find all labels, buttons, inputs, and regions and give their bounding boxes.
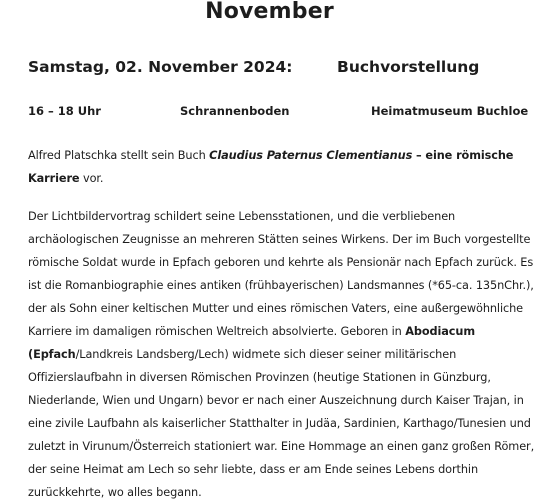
- body-line-text: Karriere im damaligen römischen Weltreich absolvierte. Geboren in: [28, 325, 406, 338]
- body-line: der als Sohn einer keltischen Mutter und eines römischen Vaters, eine außergewöhnliche: [28, 302, 524, 315]
- event-details: [28, 103, 528, 119]
- event-type: Buchvorstellung: [337, 58, 480, 76]
- body-line: archäologischen Zeugnisse an mehreren Stätten seines Wirkens. Der im Buch vorgestellte: [28, 233, 531, 246]
- book-subtitle-part-2: Karriere: [28, 172, 80, 185]
- body-line: der seine Heimat am Lech so sehr liebte, dass er am Ende seines Lebens dorthin: [28, 463, 479, 476]
- body-line: eine zivile Laufbahn als kaiserlicher Statthalter in Judäa, Sardinien, Karthago/Tunesien und: [28, 417, 531, 430]
- intro-prefix: Alfred Platschka stellt sein Buch: [28, 149, 210, 162]
- intro-line-2: [28, 167, 532, 190]
- event-time: 16 – 18 Uhr: [28, 104, 101, 118]
- body-line: [28, 320, 532, 343]
- body-line: ist die Romanbiographie eines antiken (frühbayerischen) Landsmannes (*65-ca. 135nChr.),: [28, 279, 534, 292]
- place-name-epfach: Epfach: [33, 348, 76, 361]
- intro-suffix: vor.: [79, 172, 104, 185]
- body-line: Offizierslaufbahn in diversen Römischen Provinzen (heutige Stationen in Günzburg,: [28, 371, 491, 384]
- body-line: zurückkehrte, wo alles begann.: [28, 486, 202, 499]
- paren-open: (: [28, 348, 34, 361]
- event-date: Samstag, 02. November 2024:: [28, 58, 293, 76]
- event-header: [28, 56, 528, 78]
- intro-line-1: [28, 144, 532, 167]
- body-line-text: /Landkreis Landsberg/Lech) widmete sich dieser seiner militärischen: [75, 348, 457, 361]
- body-line: römische Soldat wurde in Epfach geboren und kehrte als Pensionär nach Epfach zurück. Es: [28, 256, 534, 269]
- event-room: Schrannenboden: [180, 104, 290, 118]
- book-title: Claudius Paternus Clementianus: [209, 149, 413, 162]
- intro-paragraph: [28, 144, 532, 190]
- body-line: zuletzt in Virunum/Österreich stationiert war. Eine Hommage an einen ganz großen Römer,: [28, 440, 535, 453]
- book-subtitle-part-1: – eine römische: [412, 149, 514, 162]
- body-line: Niederlande, Wien und Ungarn) bevor er nach einer Auszeichnung durch Kaiser Trajan, in: [28, 394, 524, 407]
- month-heading: November: [205, 0, 334, 24]
- body-line: [28, 343, 532, 366]
- event-venue: Heimatmuseum Buchloe: [371, 104, 529, 118]
- body-line: Der Lichtbildervortrag schildert seine Lebensstationen, und die verbliebenen: [28, 210, 456, 223]
- place-name-abodiacum: Abodiacum: [405, 325, 476, 338]
- description-paragraph: [28, 205, 535, 504]
